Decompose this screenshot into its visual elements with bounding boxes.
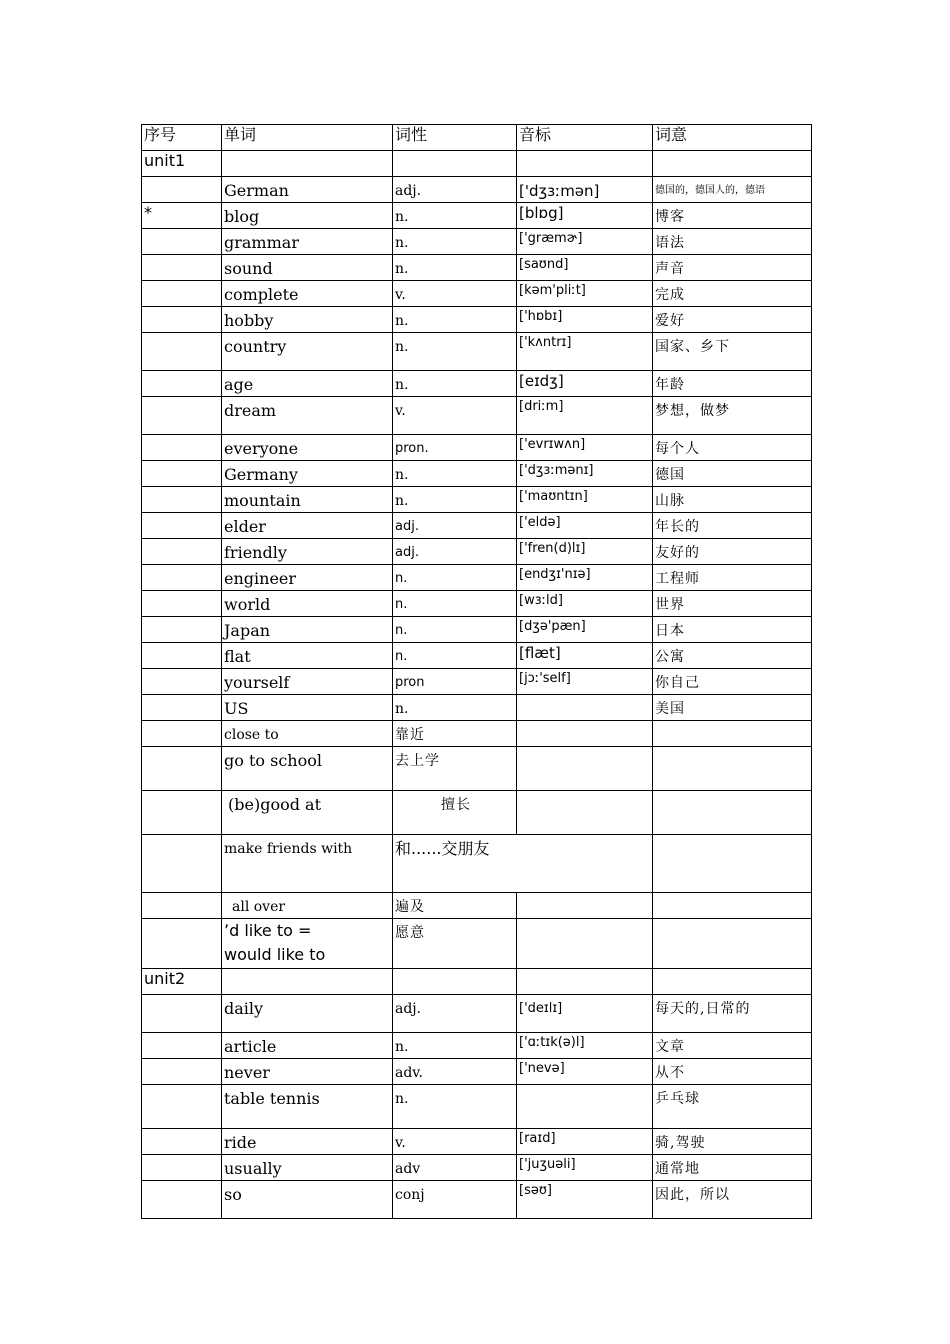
row-mark [142,695,222,721]
word-cell: dream [222,397,393,435]
word-cell: sound [222,255,393,281]
pos-cell: n. [393,371,517,397]
phrase-meaning-cell: 去上学 [393,747,517,791]
word-cell: complete [222,281,393,307]
unit-label: unit2 [142,969,222,995]
phrase-line: ’d like to = [224,921,312,940]
ipa-cell: [saʊnd] [517,255,653,281]
word-cell: so [222,1181,393,1219]
row-mark [142,539,222,565]
meaning-cell: 公寓 [653,643,812,669]
ipa-cell: ['dʒɜːmən] [517,177,653,203]
ipa-cell: ['dʒɜːmənɪ] [517,461,653,487]
table-row [142,695,812,721]
meaning-cell: 每个人 [653,435,812,461]
row-mark [142,513,222,539]
pos-cell: n. [393,591,517,617]
phrase-row [142,791,812,835]
word-cell: friendly [222,539,393,565]
row-mark [142,995,222,1033]
phrase-meaning-cell: 擅长 [393,791,517,835]
meaning-cell: 乒乓球 [653,1085,812,1129]
meaning-cell: 你自己 [653,669,812,695]
table-row [142,513,812,539]
pos-cell: pron. [393,435,517,461]
ipa-cell: [driːm] [517,397,653,435]
pos-cell: pron [393,669,517,695]
meaning-cell: 从不 [653,1059,812,1085]
pos-cell: n. [393,487,517,513]
word-cell: daily [222,995,393,1033]
phrase-row [142,919,812,969]
word-cell: usually [222,1155,393,1181]
table-row [142,281,812,307]
meaning-cell: 骑,驾驶 [653,1129,812,1155]
meaning-cell: 山脉 [653,487,812,513]
vocabulary-table [141,124,812,1219]
pos-cell: n. [393,461,517,487]
meaning-cell: 博客 [653,203,812,229]
row-mark [142,281,222,307]
table-row [142,371,812,397]
table-row [142,397,812,435]
meaning-cell: 爱好 [653,307,812,333]
pos-cell: n. [393,333,517,371]
meaning-cell: 声音 [653,255,812,281]
row-mark [142,487,222,513]
table-row [142,461,812,487]
phrase-meaning-cell: 和......交朋友 [393,835,653,893]
word-cell: elder [222,513,393,539]
ipa-cell: [jɔː'self] [517,669,653,695]
word-cell: Germany [222,461,393,487]
pos-cell: n. [393,255,517,281]
table-row [142,333,812,371]
ipa-cell: ['ɑːtɪk(ə)l] [517,1033,653,1059]
header-index: 序号 [142,125,222,151]
row-mark [142,1059,222,1085]
ipa-cell: ['maʊntɪn] [517,487,653,513]
ipa-cell [517,1085,653,1129]
ipa-cell: [endʒɪ'nɪə] [517,565,653,591]
ipa-cell: [wɜːld] [517,591,653,617]
phrase-cell: (be)good at [222,791,393,835]
word-cell: hobby [222,307,393,333]
pos-cell: v. [393,1129,517,1155]
table-row [142,307,812,333]
word-cell: yourself [222,669,393,695]
header-row [142,125,812,151]
pos-cell: adv [393,1155,517,1181]
table-row [142,1129,812,1155]
row-mark [142,669,222,695]
phrase-meaning-cell: 靠近 [393,721,517,747]
phrase-cell [222,919,393,969]
meaning-cell: 世界 [653,591,812,617]
word-cell: Japan [222,617,393,643]
phrase-line: would like to [224,945,326,964]
ipa-cell [517,695,653,721]
meaning-cell: 年长的 [653,513,812,539]
phrase-row [142,721,812,747]
row-mark [142,1033,222,1059]
pos-cell: adj. [393,539,517,565]
word-cell: German [222,177,393,203]
word-cell: never [222,1059,393,1085]
phrase-cell: make friends with [222,835,393,893]
row-mark [142,1085,222,1129]
phrase-meaning-cell: 愿意 [393,919,517,969]
header-word: 单词 [222,125,393,151]
table-row [142,255,812,281]
meaning-cell: 每天的,日常的 [653,995,812,1033]
meaning-cell: 国家、乡下 [653,333,812,371]
pos-cell: n. [393,1085,517,1129]
table-row [142,995,812,1033]
row-mark [142,333,222,371]
pos-cell: n. [393,643,517,669]
pos-cell: n. [393,307,517,333]
unit-row [142,969,812,995]
phrase-cell: close to [222,721,393,747]
word-cell: US [222,695,393,721]
pos-cell: v. [393,281,517,307]
ipa-cell: ['eldə] [517,513,653,539]
unit-label: unit1 [142,151,222,177]
row-mark [142,397,222,435]
word-cell: ride [222,1129,393,1155]
ipa-cell: [blɒg] [517,203,653,229]
unit-row [142,151,812,177]
word-cell: blog [222,203,393,229]
ipa-cell: ['evrɪwʌn] [517,435,653,461]
pos-cell: adj. [393,995,517,1033]
table-row [142,591,812,617]
ipa-cell: [kəm'pliːt] [517,281,653,307]
meaning-cell: 日本 [653,617,812,643]
table-row [142,539,812,565]
row-mark [142,435,222,461]
phrase-row [142,747,812,791]
word-cell: world [222,591,393,617]
phrase-cell: go to school [222,747,393,791]
pos-cell: n. [393,203,517,229]
meaning-cell: 德国的，德国人的，德语 [653,177,812,203]
header-ipa: 音标 [517,125,653,151]
meaning-cell: 友好的 [653,539,812,565]
row-mark [142,1129,222,1155]
phrase-meaning-cell: 遍及 [393,893,517,919]
row-mark [142,1155,222,1181]
row-mark [142,461,222,487]
table-row [142,1033,812,1059]
meaning-cell: 因此，所以 [653,1181,812,1219]
row-mark [142,617,222,643]
pos-cell: adj. [393,177,517,203]
pos-cell: adv. [393,1059,517,1085]
table-row [142,177,812,203]
meaning-cell: 梦想，做梦 [653,397,812,435]
meaning-cell: 语法 [653,229,812,255]
ipa-cell: ['græmɚ] [517,229,653,255]
word-cell: grammar [222,229,393,255]
word-cell: flat [222,643,393,669]
table-row [142,1059,812,1085]
meaning-cell: 德国 [653,461,812,487]
row-mark [142,643,222,669]
word-cell: engineer [222,565,393,591]
table-row [142,643,812,669]
meaning-cell: 美国 [653,695,812,721]
pos-cell: conj [393,1181,517,1219]
ipa-cell: ['juʒuəli] [517,1155,653,1181]
row-mark [142,371,222,397]
table-row [142,1181,812,1219]
ipa-cell: [eɪdʒ] [517,371,653,397]
table-row [142,1155,812,1181]
ipa-cell: [raɪd] [517,1129,653,1155]
header-meaning: 词意 [653,125,812,151]
row-mark [142,229,222,255]
pos-cell: n. [393,617,517,643]
word-cell: everyone [222,435,393,461]
phrase-row [142,893,812,919]
pos-cell: v. [393,397,517,435]
table-row [142,203,812,229]
row-mark [142,591,222,617]
row-mark [142,565,222,591]
meaning-cell: 完成 [653,281,812,307]
phrase-cell: all over [222,893,393,919]
header-pos: 词性 [393,125,517,151]
table-row [142,435,812,461]
word-cell: mountain [222,487,393,513]
word-cell: age [222,371,393,397]
row-mark [142,177,222,203]
meaning-cell: 工程师 [653,565,812,591]
ipa-cell: ['kʌntrɪ] [517,333,653,371]
table-row [142,487,812,513]
ipa-cell: ['fren(d)lɪ] [517,539,653,565]
pos-cell: n. [393,229,517,255]
ipa-cell: ['deɪlɪ] [517,995,653,1033]
table-row [142,229,812,255]
pos-cell: n. [393,695,517,721]
word-cell: table tennis [222,1085,393,1129]
phrase-row [142,835,812,893]
table-row [142,617,812,643]
ipa-cell: ['hɒbɪ] [517,307,653,333]
row-mark [142,1181,222,1219]
pos-cell: n. [393,1033,517,1059]
pos-cell: n. [393,565,517,591]
row-mark [142,307,222,333]
table-row [142,1085,812,1129]
table-row [142,669,812,695]
ipa-cell: ['nevə] [517,1059,653,1085]
ipa-cell: [flæt] [517,643,653,669]
ipa-cell: [dʒə'pæn] [517,617,653,643]
word-cell: country [222,333,393,371]
ipa-cell: [səʊ] [517,1181,653,1219]
table-row [142,565,812,591]
meaning-cell: 年龄 [653,371,812,397]
meaning-cell: 通常地 [653,1155,812,1181]
row-mark [142,255,222,281]
word-cell: article [222,1033,393,1059]
meaning-cell: 文章 [653,1033,812,1059]
row-mark: * [142,203,222,229]
pos-cell: adj. [393,513,517,539]
